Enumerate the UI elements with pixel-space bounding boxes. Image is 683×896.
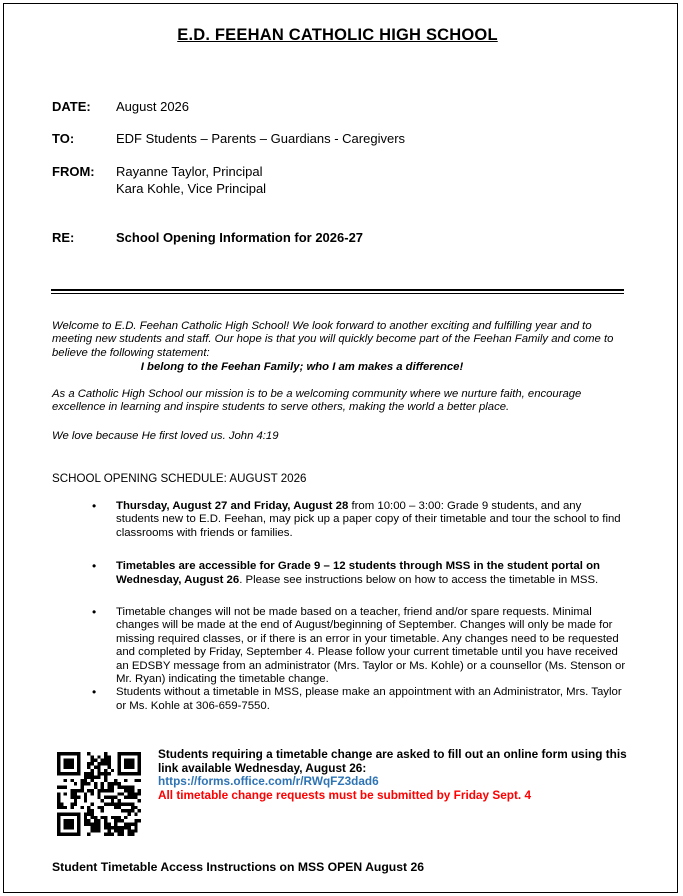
from-vice-principal: Kara Kohle, Vice Principal	[116, 181, 267, 196]
access-instructions-heading: Student Timetable Access Instructions on MSS OPEN August 26	[52, 860, 425, 874]
to-value: EDF Students – Parents – Guardians - Caregivers	[116, 131, 406, 146]
re-value: School Opening Information for 2026-27	[116, 230, 364, 245]
mss-availability: Timetables are accessible for Grade 9 – 12 students through MSS in the student portal on Wednesday, August 26	[116, 560, 601, 586]
qr-code-icon[interactable]	[57, 752, 141, 836]
divider-thin	[51, 293, 624, 294]
school-title: E.D. FEEHAN CATHOLIC HIGH SCHOOL	[177, 26, 498, 44]
schedule-item-no-timetable: • Students without a timetable in MSS, please make an appointment with an Administrator, Mrs. Taylor or Ms. Kohle at 306-659-7550.	[92, 686, 626, 713]
date-value: August 2026	[116, 99, 190, 114]
timetable-change-text: Students requiring a timetable change are asked to fill out an online form using this link available Wednesday, August 26:	[158, 747, 627, 775]
from-label: FROM:	[52, 164, 95, 179]
pickup-details: from 10:00 – 3:00: Grade 9 students, and any students new to E.D. Feehan, may pick up a paper copy of their timetable and tour the school to find classrooms with friends or families.	[116, 500, 621, 539]
from-principal: Rayanne Taylor, Principal	[116, 164, 263, 179]
feehan-statement: I belong to the Feehan Family; who I am makes a difference!	[140, 361, 464, 373]
scripture-verse: We love because He first loved us. John 4:19	[52, 430, 279, 442]
mss-details: . Please see instructions below on how to access the timetable in MSS.	[239, 573, 599, 586]
re-label: RE:	[52, 230, 75, 245]
schedule-item-pickup	[92, 500, 626, 540]
mission-paragraph: As a Catholic High School our mission is to be a welcoming community where we nurture faith, encourage excellence in learning and inspire students to serve others, making the world a better place.	[52, 388, 582, 414]
schedule-list	[92, 500, 626, 713]
pickup-dates: Thursday, August 27 and Friday, August 28	[116, 500, 349, 512]
welcome-paragraph: Welcome to E.D. Feehan Catholic High School! We look forward to another exciting and fulfilling year and to meeting new students and staff. Our hope is that you will quickly become part of the Feehan Family and come to believe the following statement:	[52, 320, 614, 359]
schedule-item-mss	[92, 560, 626, 587]
to-label: TO:	[52, 131, 75, 146]
timetable-change-notice	[158, 748, 628, 802]
memo-page	[3, 3, 678, 893]
timetable-change-form-link[interactable]: https://forms.office.com/r/RWqFZ3dad6	[158, 774, 379, 789]
schedule-heading: SCHOOL OPENING SCHEDULE: AUGUST 2026	[52, 472, 307, 485]
divider-thick	[51, 289, 624, 291]
timetable-change-deadline: All timetable change requests must be submitted by Friday Sept. 4	[158, 787, 532, 802]
date-label: DATE:	[52, 99, 91, 114]
schedule-item-changes: • Timetable changes will not be made based on a teacher, friend and/or spare requests. Minimal changes will be made at the end of August/beginning of September. Changes will only be made for missing required classes, or if there is an error in your timetable. Any changes need to be requested and completed by Friday, September 4. Please follow your current timetable until you have received an EDSBY message from an administrator (Mrs. Taylor or Ms. Kohle) or a counsellor (Ms. Stenson or Mr. Ryan) indicating the timetable change.	[92, 606, 626, 686]
